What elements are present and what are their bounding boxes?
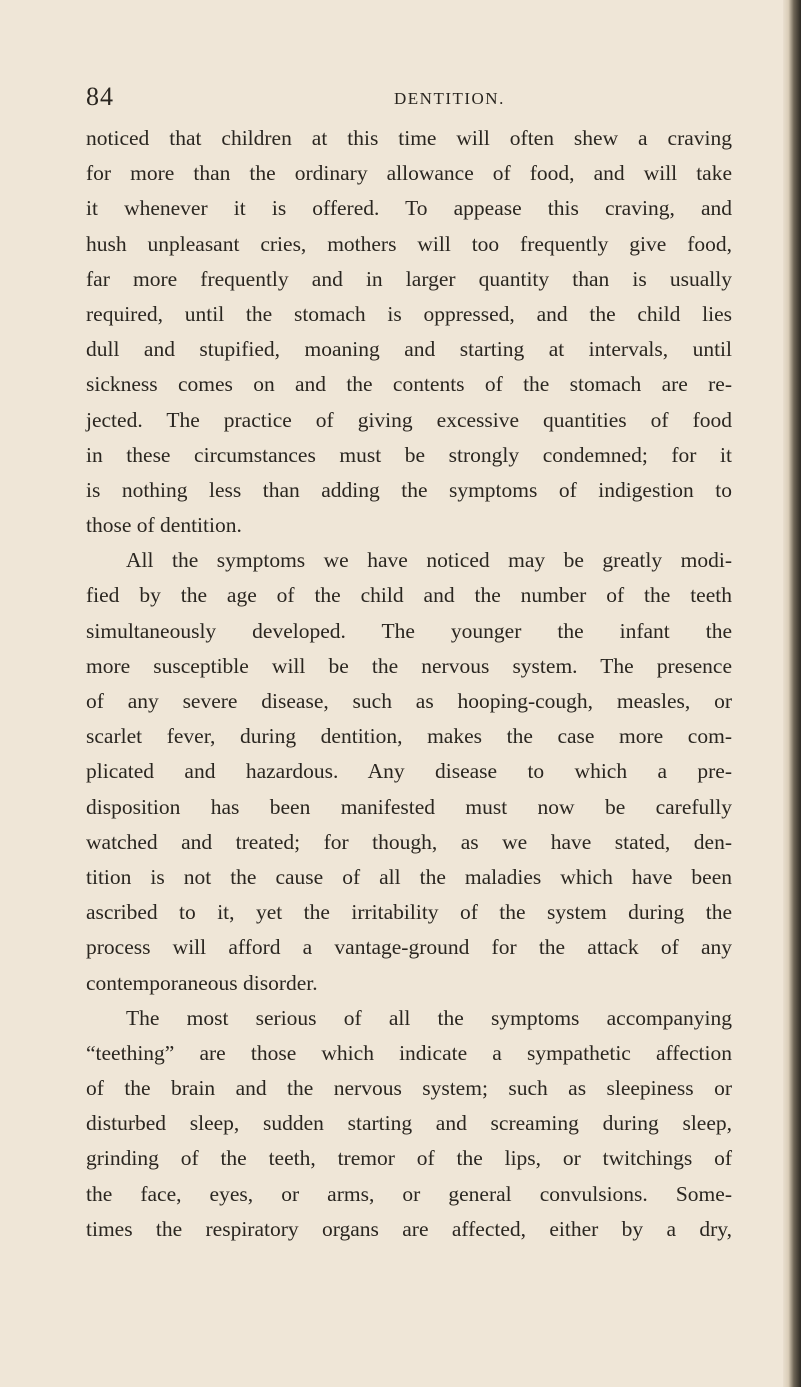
running-title: DENTITION. [394,89,505,108]
body-text [86,121,732,1247]
text-line: jected. The practice of giving excessive quantities of food [86,407,732,432]
text-line: ascribed to it, yet the irritability of the system during the [86,900,732,925]
text-line: for more than the ordinary allowance of food, and will take [86,161,732,186]
text-line: noticed that children at this time will often shew a craving [86,126,732,150]
text-line: sickness comes on and the contents of the stomach are re- [86,372,732,397]
text-line: watched and treated; for though, as we have stated, den- [86,829,732,854]
text-line: far more frequently and in larger quantity than is usually [86,266,732,291]
text-line: times the respiratory organs are affected, either by a dry, [86,1216,732,1241]
text-line: required, until the stomach is oppressed, and the child lies [86,301,732,326]
text-line: dull and stupified, moaning and starting at intervals, until [86,337,732,362]
text-line: is nothing less than adding the symptoms of indigestion to [86,477,732,502]
text-line: fied by the age of the child and the number of the teeth [86,583,732,608]
text-line: it whenever it is offered. To appease this craving, and [86,196,732,221]
text-line: grinding of the teeth, tremor of the lips, or twitchings of [86,1146,732,1171]
text-line: The most serious of all the symptoms accompanying [126,1005,732,1030]
text-line: contemporaneous disorder. [86,970,318,995]
text-line: in these circumstances must be strongly condemned; for it [86,442,732,467]
text-line: “teething” are those which indicate a sympathetic affection [86,1040,732,1065]
text-line: more susceptible will be the nervous system. The presence [86,653,732,678]
text-line: scarlet fever, during dentition, makes the case more com- [86,724,732,749]
text-line: of any severe disease, such as hooping-cough, measles, or [86,689,732,713]
text-line: tition is not the cause of all the maladies which have been [86,864,732,889]
text-line: disturbed sleep, sudden starting and screaming during sleep, [86,1111,732,1136]
text-line: hush unpleasant cries, mothers will too frequently give food, [86,231,732,256]
text-line: the face, eyes, or arms, or general convulsions. Some- [86,1181,732,1206]
text-line: process will afford a vantage-ground for the attack of any [86,935,732,960]
text-line: of the brain and the nervous system; such as sleepiness or [86,1076,732,1101]
text-line: those of dentition. [86,513,242,538]
text-line: disposition has been manifested must now be carefully [86,794,732,819]
page-edge-shadow [783,0,801,1387]
text-line: plicated and hazardous. Any disease to which a pre- [86,759,732,784]
page-number: 84 [86,82,114,111]
text-line: simultaneously developed. The younger the infant the [86,618,732,643]
running-header [86,82,726,122]
text-line: All the symptoms we have noticed may be greatly modi- [126,548,732,573]
